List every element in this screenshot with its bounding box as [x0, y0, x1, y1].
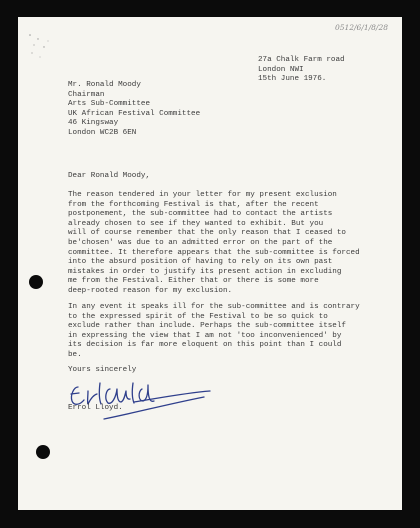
recipient-line: Arts Sub-Committee — [68, 100, 151, 109]
recipient-address — [68, 81, 200, 139]
paragraph-line: already chosen to see if they wanted to exhibit. But you — [68, 219, 324, 228]
paragraph-line: exclude rather than include. Perhaps the sub-committee itself — [68, 322, 346, 331]
paragraph-line: from the forthcoming Festival is that, after the recent — [68, 200, 319, 209]
paragraph-line: to the expressed spirit of the Festival to be so quick to — [68, 312, 328, 321]
paragraph-line: mistakes in order to justify its present action in excluding — [68, 267, 342, 276]
paragraph-line: its decision is far more eloquent on this point than I could — [68, 341, 342, 350]
paragraph-line: in expressing the view that I am not 'too inconvenienced' by — [68, 331, 342, 340]
paragraph-line: me from the Festival. Either that or there is some more — [68, 277, 319, 286]
archive-reference: 0512/6/1/8/28 — [334, 23, 388, 32]
recipient-line: 46 Kingsway — [68, 119, 119, 128]
signatory-name: Errol Lloyd. — [68, 404, 123, 412]
paragraph-line: be. — [68, 350, 82, 359]
paragraph-line: postponement, the sub-committee had to contact the artists — [68, 210, 333, 219]
punch-hole-bottom — [36, 445, 50, 459]
sender-address-line: London NWI — [258, 65, 304, 74]
paragraph-line: be'chosen' was due to an admitted error on the part of the — [68, 238, 333, 247]
letter-page — [18, 17, 402, 510]
paragraph-line: deep-rooted reason for my exclusion. — [68, 286, 233, 295]
handwritten-signature — [64, 375, 214, 423]
salutation — [68, 172, 150, 182]
paragraph-line: The reason tendered in your letter for my present exclusion — [68, 191, 337, 199]
recipient-line: Chairman — [68, 90, 105, 99]
paragraph-line: committee. It therefore appears that the sub-committee is forced — [68, 248, 360, 257]
letter-date: 15th June 1976. — [258, 75, 327, 84]
typed-signatory-name — [68, 404, 123, 414]
body-paragraph-2 — [68, 303, 360, 361]
closing-text: Yours sincerely — [68, 366, 137, 374]
sender-address — [258, 56, 345, 85]
paper-specks — [26, 27, 56, 67]
body-paragraph-1 — [68, 191, 360, 297]
recipient-line: London WC2B 6EN — [68, 128, 137, 137]
salutation-text: Dear Ronald Moody, — [68, 172, 151, 180]
punch-hole-top — [29, 275, 43, 289]
paragraph-line: In any event it speaks ill for the sub-committee and is contrary — [68, 303, 360, 311]
sender-address-line: 27a Chalk Farm road — [258, 56, 345, 64]
recipient-line: UK African Festival Committee — [68, 109, 201, 118]
paragraph-line: will of course remember that the only reason that I ceased to — [68, 229, 346, 238]
recipient-line: Mr. Ronald Moody — [68, 81, 141, 89]
paragraph-line: into the absurd position of having to rely on its own past — [68, 258, 333, 267]
